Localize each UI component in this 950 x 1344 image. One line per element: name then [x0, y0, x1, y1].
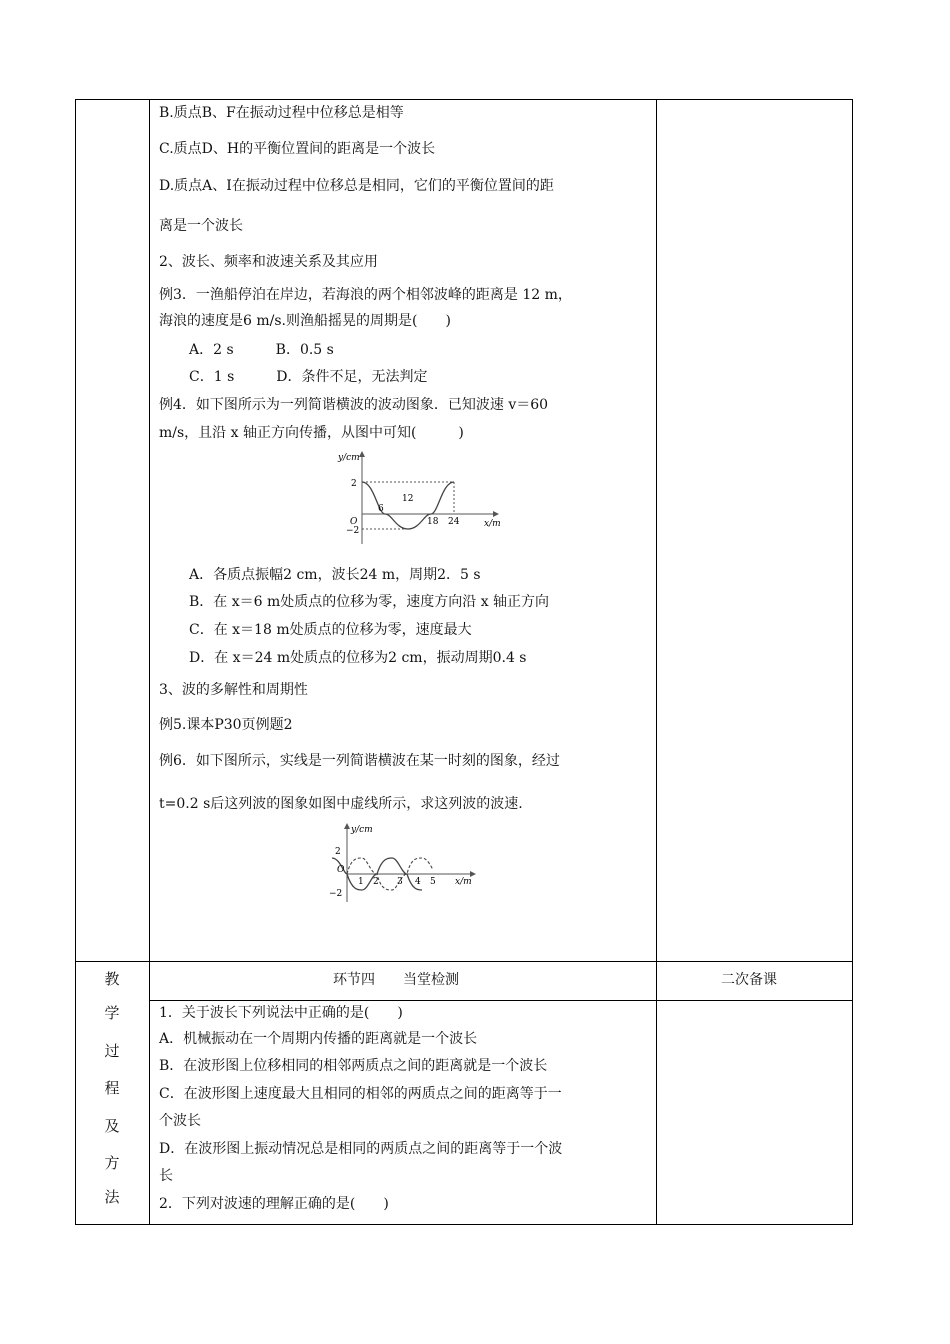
section-header-right: 二次备课	[721, 972, 777, 988]
x-tick-12: 12	[402, 494, 414, 504]
option-b-line: B.质点B、F在振动过程中位移总是相等	[159, 105, 404, 121]
example3-options-ab: A．2 s B．0.5 s	[189, 342, 334, 358]
example5-line: 例5.课本P30页例题2	[159, 717, 293, 733]
column-divider-right	[656, 99, 657, 1225]
x-tick-2: 2	[373, 877, 379, 887]
x-tick-6: 6	[378, 504, 384, 514]
wave-curve	[362, 482, 454, 529]
example3-options-cd: C．1 s D．条件不足，无法判定	[189, 369, 428, 385]
y-tick-2: 2	[351, 479, 357, 489]
origin-label: O	[337, 865, 345, 875]
wave-figure-1	[320, 448, 510, 548]
x-tick-1: 1	[358, 877, 364, 887]
question2-stem: 2．下列对波速的理解正确的是( )	[159, 1196, 389, 1212]
question1-option-c-cont: 个波长	[159, 1113, 201, 1129]
example4-option-b: B．在 x＝6 m处质点的位移为零，速度方向沿 x 轴正方向	[189, 594, 550, 610]
origin-label: O	[350, 517, 358, 527]
column-divider-left	[149, 99, 150, 1225]
example6-line2: t=0.2 s后这列波的图象如图中虚线所示，求这列波的波速.	[159, 796, 523, 812]
header-divider	[149, 1000, 853, 1001]
side-char-3: 过	[104, 1042, 120, 1060]
question1-stem: 1．关于波长下列说法中正确的是( )	[159, 1005, 403, 1021]
y-tick-neg2: −2	[346, 526, 360, 536]
question1-option-c: C．在波形图上速度最大且相同的相邻的两质点之间的距离等于一	[159, 1086, 562, 1102]
option-d-line: D.质点A、I在振动过程中位移总是相同，它们的平衡位置间的距	[159, 178, 554, 194]
example6-line1: 例6．如下图所示，实线是一列简谐横波在某一时刻的图象，经过	[159, 753, 560, 769]
section-3-heading: 3、波的多解性和周期性	[159, 682, 308, 698]
side-char-1: 教	[104, 970, 120, 988]
question1-option-b: B．在波形图上位移相同的相邻两质点之间的距离就是一个波长	[159, 1058, 548, 1074]
y-axis-label: y/cm	[338, 453, 360, 463]
section-2-heading: 2、波长、频率和波速关系及其应用	[159, 254, 378, 270]
side-char-7: 法	[104, 1188, 120, 1206]
y-tick-2: 2	[335, 847, 341, 857]
x-axis-label: x/m	[455, 877, 472, 887]
example4-option-c: C．在 x＝18 m处质点的位移为零，速度最大	[189, 622, 472, 638]
row-divider	[75, 961, 853, 962]
x-tick-24: 24	[448, 517, 460, 527]
example4-line1: 例4．如下图所示为一列简谐横波的波动图象．已知波速 v＝60	[159, 397, 549, 413]
x-tick-3: 3	[397, 877, 403, 887]
example4-line2: m/s，且沿 x 轴正方向传播，从图中可知( )	[159, 425, 464, 441]
example4-option-a: A．各质点振幅2 cm，波长24 m，周期2．5 s	[189, 567, 481, 583]
section-header-center: 环节四 当堂检测	[333, 972, 459, 988]
option-d-line-cont: 离是一个波长	[159, 218, 243, 234]
example3-line1: 例3．一渔船停泊在岸边，若海浪的两个相邻波峰的距离是 12 m，	[159, 287, 572, 303]
question1-option-a: A．机械振动在一个周期内传播的距离就是一个波长	[159, 1031, 478, 1047]
example4-option-d: D．在 x＝24 m处质点的位移为2 cm，振动周期0.4 s	[189, 650, 527, 666]
y-tick-neg2: −2	[329, 889, 343, 899]
option-c-line: C.质点D、H的平衡位置间的距离是一个波长	[159, 141, 436, 157]
example3-line2: 海浪的速度是6 m/s.则渔船摇晃的周期是( )	[159, 313, 451, 329]
question1-option-d: D．在波形图上振动情况总是相同的两质点之间的距离等于一个波	[159, 1141, 563, 1157]
x-tick-18: 18	[427, 517, 439, 527]
side-char-6: 方	[104, 1154, 120, 1172]
side-char-2: 学	[104, 1004, 120, 1022]
x-tick-5: 5	[430, 877, 436, 887]
y-axis-label: y/cm	[351, 825, 373, 835]
x-tick-4: 4	[415, 877, 421, 887]
question1-option-d-cont: 长	[159, 1168, 173, 1184]
wave-figure-2	[325, 820, 485, 905]
side-char-5: 及	[104, 1117, 120, 1135]
side-char-4: 程	[104, 1079, 120, 1097]
x-axis-label: x/m	[484, 519, 501, 529]
